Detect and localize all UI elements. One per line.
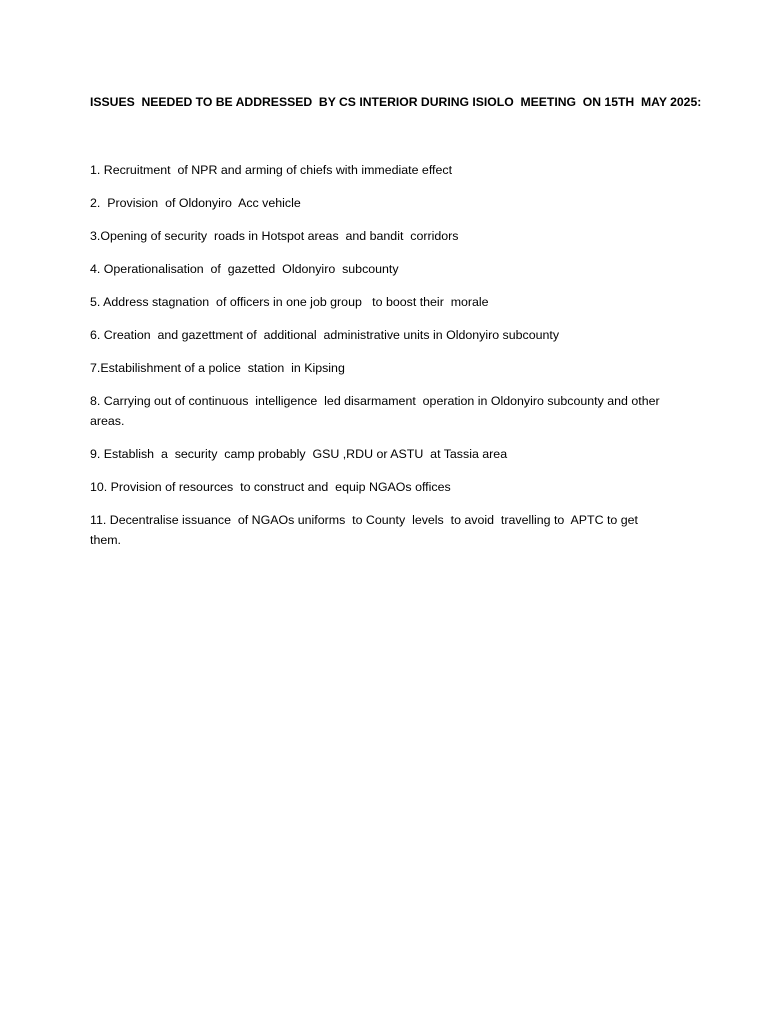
list-item: 2. Provision of Oldonyiro Acc vehicle	[90, 196, 301, 210]
list-item: 6. Creation and gazettment of additional administrative units in Oldonyiro subcounty	[90, 328, 560, 342]
list-item: 10. Provision of resources to construct and equip NGAOs offices	[90, 480, 451, 494]
list-item: 8. Carrying out of continuous intelligence led disarmament operation in Oldonyiro subcounty and other areas.	[90, 394, 664, 428]
list-item: 1. Recruitment of NPR and arming of chiefs with immediate effect	[90, 163, 453, 177]
list-item: 9. Establish a security camp probably GSU ,RDU or ASTU at Tassia area	[90, 447, 508, 461]
list-item: 7.Estabilishment of a police station in Kipsing	[90, 361, 345, 375]
list-item: 4. Operationalisation of gazetted Oldonyiro subcounty	[90, 262, 399, 276]
list-item: 5. Address stagnation of officers in one job group to boost their morale	[90, 295, 489, 309]
list-item: 3.Opening of security roads in Hotspot areas and bandit corridors	[90, 229, 459, 243]
document-title: ISSUES NEEDED TO BE ADDRESSED BY CS INTERIOR DURING ISIOLO MEETING ON 15TH MAY 2025:	[90, 95, 702, 109]
list-item: 11. Decentralise issuance of NGAOs uniforms to County levels to avoid travelling to APTC to get them.	[90, 513, 642, 547]
issues-list	[90, 160, 670, 550]
